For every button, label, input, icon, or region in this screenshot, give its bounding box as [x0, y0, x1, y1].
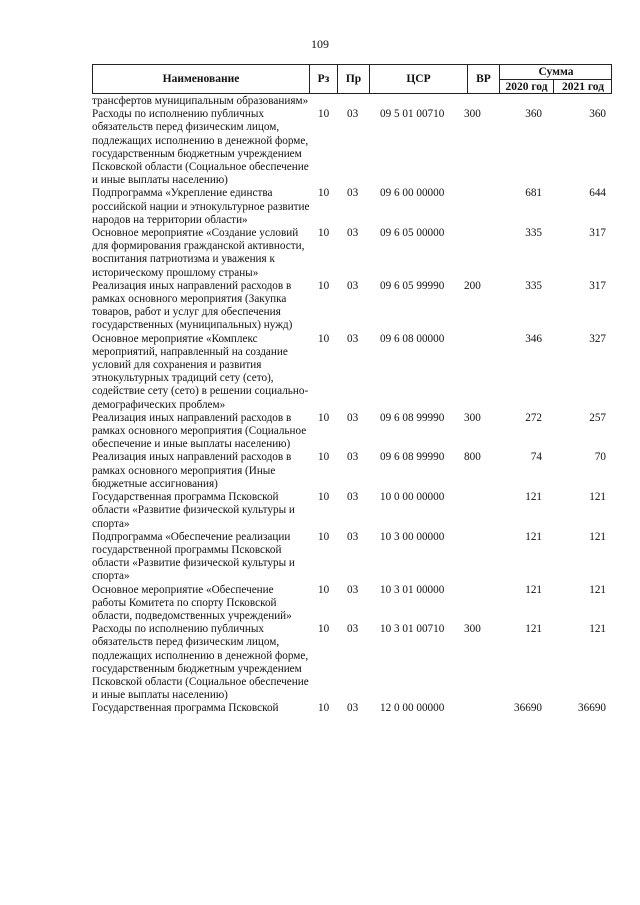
row-name: Государственная программа Псковской области «Развитие физической культуры и спорта» — [92, 491, 295, 530]
row-sum-2020: 681 — [525, 187, 542, 200]
row-sum-2021: 36690 — [578, 702, 606, 715]
row-pr: 03 — [347, 108, 359, 121]
row-rz: 10 — [318, 279, 330, 292]
row-name: Государственная программа Псковской — [92, 702, 279, 715]
header-csr: ЦСР — [370, 65, 468, 93]
row-sum-2020: 272 — [525, 411, 542, 424]
row-sum-2021: 121 — [589, 583, 606, 596]
row-rz: 10 — [318, 451, 330, 464]
page-number: 109 — [311, 37, 329, 51]
row-vr: 800 — [464, 451, 481, 464]
row-sum-2020: 335 — [525, 279, 542, 292]
row-sum-2021: 121 — [589, 623, 606, 636]
table-body — [92, 95, 612, 716]
row-rz: 10 — [318, 623, 330, 636]
row-csr: 09 6 05 99990 — [380, 279, 445, 292]
row-csr: 09 6 05 00000 — [380, 227, 445, 240]
row-vr: 300 — [464, 108, 481, 121]
header-pr: Пр — [338, 65, 370, 93]
row-pr: 03 — [347, 623, 359, 636]
row-csr: 10 0 00 00000 — [380, 491, 445, 504]
table-row — [92, 491, 612, 531]
row-name: трансфертов муниципальным образованиям» — [92, 95, 309, 107]
table-row — [92, 531, 612, 584]
table-row — [92, 623, 612, 702]
row-rz: 10 — [318, 702, 330, 715]
row-sum-2021: 360 — [589, 108, 606, 121]
row-csr: 10 3 01 00000 — [380, 583, 445, 596]
header-years — [500, 80, 612, 94]
row-csr: 09 6 00 00000 — [380, 187, 445, 200]
header-name: Наименование — [93, 65, 310, 93]
row-sum-2021: 327 — [589, 332, 606, 345]
row-rz: 10 — [318, 227, 330, 240]
row-pr: 03 — [347, 451, 359, 464]
row-vr: 200 — [464, 279, 481, 292]
row-sum-2021: 70 — [594, 451, 606, 464]
row-csr: 10 3 00 00000 — [380, 530, 445, 543]
row-sum-2020: 121 — [525, 491, 542, 504]
row-pr: 03 — [347, 279, 359, 292]
header-rz: Рз — [310, 65, 338, 93]
row-name: Основное мероприятие «Комплекс мероприятий, направленный на создание условий для сохранения и развития этнокультурных традиций сету (сето), содействие сету (сето) в решении социально-демографических проблем» — [92, 332, 309, 411]
row-sum-2020: 121 — [525, 583, 542, 596]
row-csr: 12 0 00 00000 — [380, 702, 445, 715]
row-pr: 03 — [347, 702, 359, 715]
row-sum-2021: 257 — [589, 411, 606, 424]
header-year-2021: 2021 год — [561, 81, 605, 93]
row-csr: 09 6 08 99990 — [380, 411, 445, 424]
row-name: Основное мероприятие «Создание условий для формирования гражданской активности, воспитания патриотизма и уважения к историческому прошлому страны» — [92, 227, 305, 279]
table-header — [92, 64, 612, 94]
table-row — [92, 108, 612, 187]
row-rz: 10 — [318, 108, 330, 121]
row-vr: 300 — [464, 623, 481, 636]
table-row — [92, 451, 612, 491]
row-sum-2021: 121 — [589, 530, 606, 543]
row-pr: 03 — [347, 583, 359, 596]
header-sum: Сумма — [500, 65, 612, 80]
row-csr: 09 6 08 99990 — [380, 451, 445, 464]
table-row — [92, 584, 612, 624]
row-sum-2021: 644 — [589, 187, 606, 200]
header-sum-group — [500, 65, 612, 93]
row-sum-2020: 121 — [525, 623, 542, 636]
row-pr: 03 — [347, 411, 359, 424]
row-sum-2020: 346 — [525, 332, 542, 345]
row-pr: 03 — [347, 530, 359, 543]
table-row — [92, 412, 612, 452]
row-csr: 10 3 01 00710 — [380, 623, 445, 636]
table-row — [92, 333, 612, 412]
row-rz: 10 — [318, 411, 330, 424]
row-pr: 03 — [347, 187, 359, 200]
row-vr: 300 — [464, 411, 481, 424]
row-name: Реализация иных направлений расходов в рамках основного мероприятия (Социальное обеспечение и иные выплаты населению) — [92, 411, 307, 451]
row-sum-2020: 121 — [525, 530, 542, 543]
row-rz: 10 — [318, 491, 330, 504]
row-sum-2021: 317 — [589, 227, 606, 240]
row-rz: 10 — [318, 187, 330, 200]
table-row — [92, 227, 612, 280]
row-name: Подпрограмма «Укрепление единства российской нации и этнокультурное развитие народов на территории области» — [92, 187, 310, 226]
row-pr: 03 — [347, 491, 359, 504]
row-name: Расходы по исполнению публичных обязательств перед физическим лицом, подлежащих исполнению в денежной форме, государственным бюджетным учреждением Псковской области (Социальное обеспечение и иные выплаты населению) — [92, 108, 309, 187]
row-sum-2020: 335 — [525, 227, 542, 240]
row-sum-2020: 36690 — [514, 702, 542, 715]
row-sum-2021: 121 — [589, 491, 606, 504]
table-row — [92, 280, 612, 333]
row-name: Основное мероприятие «Обеспечение работы Комитета по спорту Псковской области, подведомственных учреждений» — [92, 583, 292, 622]
row-csr: 09 5 01 00710 — [380, 108, 445, 121]
row-rz: 10 — [318, 583, 330, 596]
row-rz: 10 — [318, 530, 330, 543]
row-name: Расходы по исполнению публичных обязательств перед физическим лицом, подлежащих исполнению в денежной форме, государственным бюджетным учреждением Псковской области (Социальное обеспечение и иные выплаты населению) — [92, 623, 309, 702]
row-sum-2020: 360 — [525, 108, 542, 121]
row-rz: 10 — [318, 332, 330, 345]
row-name: Реализация иных направлений расходов в рамках основного мероприятия (Закупка товаров, работ и услуг для обеспечения государственных (муниципальных) нужд) — [92, 279, 293, 332]
table-row — [92, 95, 612, 108]
table-row — [92, 702, 612, 715]
row-sum-2021: 317 — [589, 279, 606, 292]
row-name: Реализация иных направлений расходов в рамках основного мероприятия (Иные бюджетные ассигнования) — [92, 451, 292, 490]
header-year-2020: 2020 год — [500, 80, 554, 94]
row-pr: 03 — [347, 332, 359, 345]
row-pr: 03 — [347, 227, 359, 240]
row-sum-2020: 74 — [530, 451, 542, 464]
table-row — [92, 187, 612, 227]
header-vr: ВР — [468, 65, 500, 93]
row-csr: 09 6 08 00000 — [380, 332, 445, 345]
row-name: Подпрограмма «Обеспечение реализации государственной программы Псковской области «Развитие физической культуры и спорта» — [92, 530, 295, 583]
